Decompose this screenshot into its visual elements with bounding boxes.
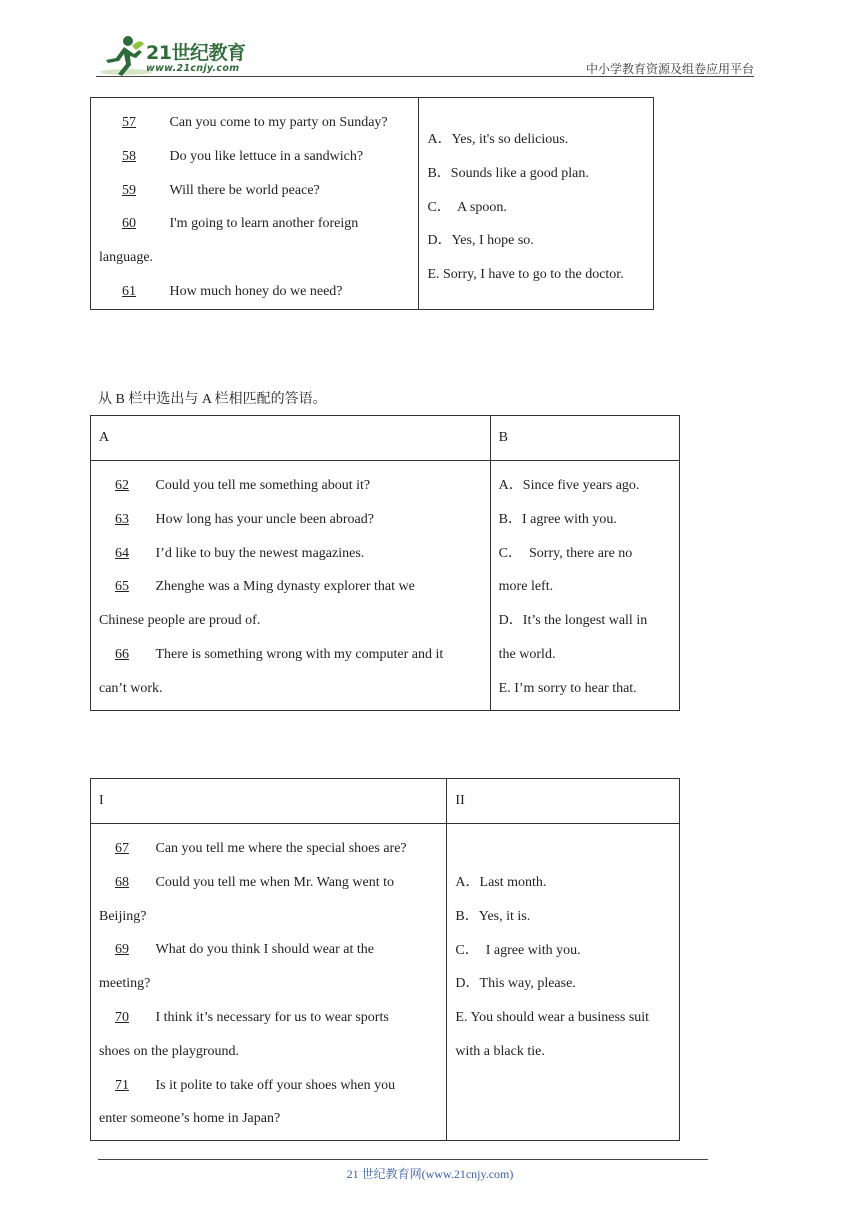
- question-69-continued: meeting?: [99, 976, 151, 992]
- header-divider: [96, 76, 754, 77]
- question-text: Do you like lettuce in a sandwich?: [169, 148, 364, 164]
- question-text: How long has your uncle been abroad?: [155, 511, 374, 527]
- question-63: [99, 503, 482, 537]
- header-platform-name: 中小学教育资源及组卷应用平台: [585, 62, 754, 76]
- answer-blank[interactable]: 65: [115, 579, 129, 595]
- footer-divider: [98, 1159, 708, 1160]
- question-text: Could you tell me when Mr. Wang went to: [155, 874, 395, 890]
- option-d: D．It’s the longest wall in: [498, 613, 648, 629]
- option-c: C． A spoon.: [427, 199, 507, 215]
- question-text: Can you tell me where the special shoes are?: [155, 841, 407, 856]
- question-62: [99, 469, 482, 503]
- answer-blank[interactable]: 61: [122, 283, 136, 299]
- option-e: E. I’m sorry to hear that.: [498, 680, 637, 696]
- question-text: Is it polite to take off your shoes when you: [155, 1077, 396, 1093]
- logo-text: 21世纪教育: [146, 42, 246, 64]
- option-d-continued: the world.: [498, 646, 556, 662]
- column-header-a: A: [91, 416, 491, 461]
- table3-options-cell: [447, 824, 680, 1141]
- option-b: B．I agree with you.: [498, 511, 617, 527]
- column-header-b: B: [490, 416, 679, 461]
- question-text: How much honey do we need?: [169, 283, 343, 299]
- match-table-3: [90, 778, 680, 1141]
- question-65: [99, 570, 482, 604]
- option-b: B．Sounds like a good plan.: [427, 165, 589, 181]
- question-71: [99, 1069, 438, 1103]
- option-c-continued: more left.: [498, 579, 554, 595]
- question-66: [99, 638, 482, 672]
- answer-blank[interactable]: 69: [115, 942, 129, 958]
- question-text: Zhenghe was a Ming dynasty explorer that we: [155, 579, 415, 595]
- answer-blank[interactable]: 68: [115, 874, 129, 890]
- option-a: A．Yes, it's so delicious.: [427, 132, 569, 147]
- question-60: [99, 207, 410, 241]
- option-e: E. You should wear a business suit: [455, 1010, 650, 1026]
- question-58: [99, 140, 410, 174]
- answer-blank[interactable]: 62: [115, 478, 129, 493]
- table1-questions-cell: [91, 98, 419, 310]
- question-70-continued: shoes on the playground.: [99, 1043, 239, 1059]
- option-c: C． I agree with you.: [455, 942, 581, 958]
- answer-blank[interactable]: 63: [115, 511, 129, 527]
- question-65-continued: Chinese people are proud of.: [99, 613, 261, 629]
- table2-options-cell: [490, 461, 679, 711]
- question-67: [99, 832, 438, 866]
- option-a: A．Since five years ago.: [498, 478, 640, 493]
- answer-blank[interactable]: 67: [115, 841, 129, 856]
- question-61: [99, 275, 410, 309]
- table2-questions-cell: [91, 461, 491, 711]
- column-header-i: I: [91, 779, 447, 824]
- question-66-continued: can’t work.: [99, 680, 163, 696]
- question-text: Will there be world peace?: [169, 182, 320, 198]
- table3-questions-cell: [91, 824, 447, 1141]
- column-header-ii: II: [447, 779, 680, 824]
- answer-blank[interactable]: 70: [115, 1009, 129, 1025]
- instruction-text: 从 B 栏中选出与 A 栏相匹配的答语。: [98, 392, 327, 407]
- question-text: I'm going to learn another foreign: [169, 216, 359, 232]
- table1-options-cell: [419, 98, 654, 310]
- match-table-1: [90, 97, 654, 310]
- answer-blank[interactable]: 71: [115, 1077, 129, 1093]
- question-60-continued: language.: [99, 250, 154, 266]
- answer-blank[interactable]: 64: [115, 545, 129, 561]
- question-69: [99, 933, 438, 967]
- option-d: D．Yes, I hope so.: [427, 233, 534, 249]
- answer-blank[interactable]: 60: [122, 216, 136, 232]
- option-e-continued: with a black tie.: [455, 1043, 545, 1059]
- answer-blank[interactable]: 66: [115, 646, 129, 662]
- match-table-2: [90, 415, 680, 711]
- question-text: I’d like to buy the newest magazines.: [155, 545, 365, 561]
- question-68: [99, 866, 438, 900]
- question-64: [99, 537, 482, 571]
- question-70: [99, 1001, 438, 1035]
- question-text: Can you come to my party on Sunday?: [169, 115, 388, 130]
- option-d: D．This way, please.: [455, 976, 576, 992]
- question-59: [99, 174, 410, 208]
- question-text: There is something wrong with my computer and it: [155, 646, 444, 662]
- answer-blank[interactable]: 59: [122, 182, 136, 198]
- option-a: A．Last month.: [455, 875, 547, 890]
- question-text: What do you think I should wear at the: [155, 942, 375, 958]
- answer-blank[interactable]: 57: [122, 115, 136, 130]
- logo-url: www.21cnjy.com: [146, 63, 240, 74]
- footer-site-link[interactable]: 21 世纪教育网(www.21cnjy.com): [346, 1167, 514, 1181]
- option-c: C． Sorry, there are no: [498, 545, 633, 561]
- question-68-continued: Beijing?: [99, 908, 147, 924]
- question-text: I think it’s necessary for us to wear sports: [155, 1009, 389, 1025]
- question-text: Could you tell me something about it?: [155, 478, 371, 493]
- option-b: B．Yes, it is.: [455, 908, 531, 924]
- option-e: E. Sorry, I have to go to the doctor.: [427, 267, 624, 283]
- question-71-continued: enter someone’s home in Japan?: [99, 1111, 281, 1127]
- answer-blank[interactable]: 58: [122, 148, 136, 164]
- question-57: [99, 106, 410, 140]
